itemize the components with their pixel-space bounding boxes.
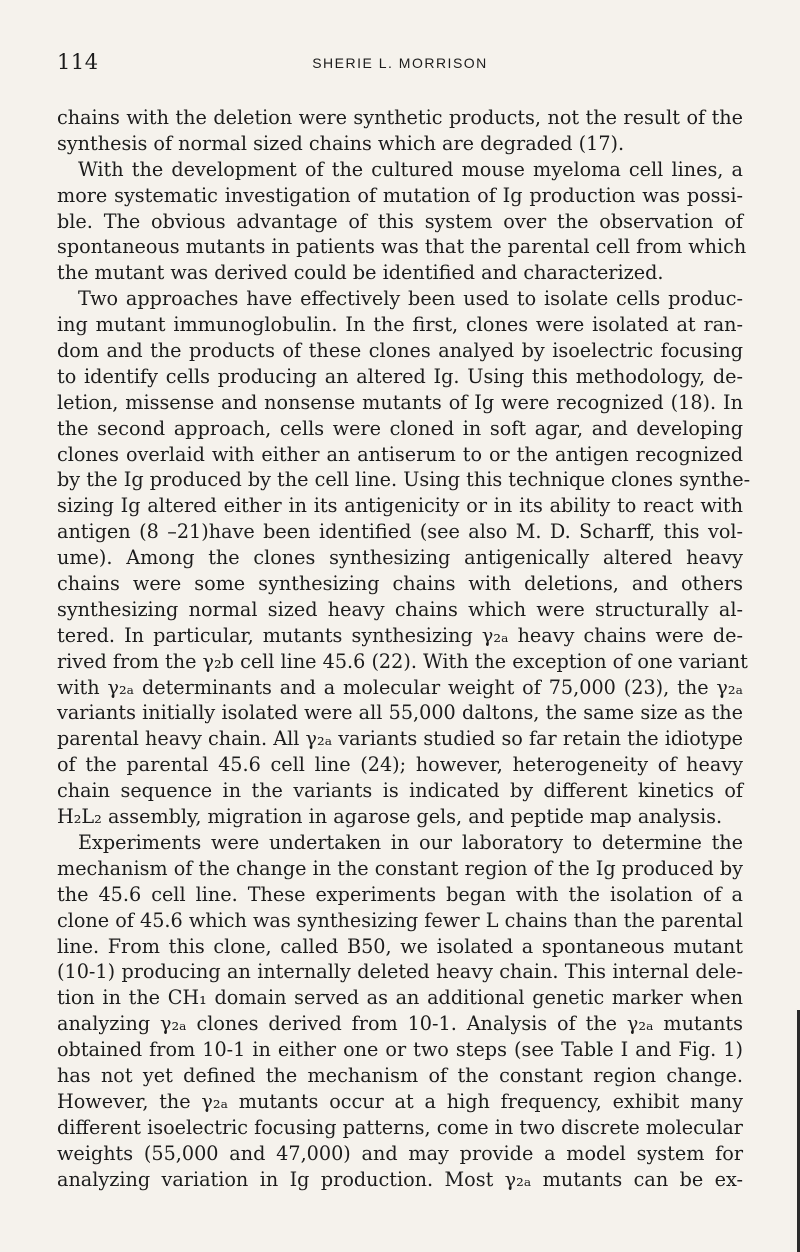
text-line: synthesis of normal sized chains which are degraded (17). <box>57 131 625 155</box>
text-line: the second approach, cells were cloned in soft agar, and developing <box>57 416 743 440</box>
text-line: sizing Ig altered either in its antigenicity or in its ability to react with <box>57 494 743 518</box>
text-line: the mutant was derived could be identified and characterized. <box>57 261 664 285</box>
text-line: clone of 45.6 which was synthesizing fewer L chains than the parental <box>57 908 743 932</box>
text-line: ume). Among the clones synthesizing antigenically altered heavy <box>57 546 743 570</box>
text-line: obtained from 10-1 in either one or two steps (see Table I and Fig. 1) <box>57 1038 743 1062</box>
text-line: (10-1) producing an internally deleted heavy chain. This internal dele- <box>57 960 743 984</box>
text-line: line. From this clone, called B50, we isolated a spontaneous mutant <box>57 934 743 958</box>
text-line: ing mutant immunoglobulin. In the first, clones were isolated at ran- <box>57 313 743 337</box>
body-text <box>57 105 751 1192</box>
text-line: weights (55,000 and 47,000) and may provide a model system for <box>57 1141 743 1165</box>
page-number: 114 <box>57 50 99 74</box>
text-line: With the development of the cultured mouse myeloma cell lines, a <box>78 157 743 181</box>
text-line: antigen (8 –21)have been identified (see also M. D. Scharff, this vol- <box>57 520 743 544</box>
text-line: different isoelectric focusing patterns, come in two discrete molecular <box>57 1115 743 1139</box>
text-line: letion, missense and nonsense mutants of Ig were recognized (18). In <box>57 390 743 414</box>
text-line: chain sequence in the variants is indicated by different kinetics of <box>57 779 743 803</box>
text-line: with γ₂ₐ determinants and a molecular weight of 75,000 (23), the γ₂ₐ <box>57 675 743 699</box>
text-line: the 45.6 cell line. These experiments began with the isolation of a <box>57 882 743 906</box>
text-line: synthesizing normal sized heavy chains which were structurally al- <box>57 597 743 621</box>
text-line: dom and the products of these clones analyed by isoelectric focusing <box>57 339 743 363</box>
text-line: tion in the CH₁ domain served as an additional genetic marker when <box>57 986 743 1010</box>
text-line: H₂L₂ assembly, migration in agarose gels, and peptide map analysis. <box>57 805 723 829</box>
text-line: parental heavy chain. All γ₂ₐ variants studied so far retain the idiotype <box>57 727 743 751</box>
text-line: ble. The obvious advantage of this system over the observation of <box>57 209 743 233</box>
text-line: analyzing γ₂ₐ clones derived from 10-1. Analysis of the γ₂ₐ mutants <box>57 1012 743 1036</box>
text-line: Two approaches have effectively been used to isolate cells produc- <box>78 287 743 311</box>
text-line: rived from the γ₂b cell line 45.6 (22). With the exception of one variant <box>57 649 748 673</box>
text-line: chains were some synthesizing chains with deletions, and others <box>57 572 743 596</box>
running-head: SHERIE L. MORRISON <box>312 55 488 71</box>
text-line: However, the γ₂ₐ mutants occur at a high frequency, exhibit many <box>57 1089 743 1113</box>
text-line: of the parental 45.6 cell line (24); however, heterogeneity of heavy <box>57 753 743 777</box>
text-line: variants initially isolated were all 55,000 daltons, the same size as the <box>57 701 743 725</box>
text-line: analyzing variation in Ig production. Most γ₂ₐ mutants can be ex- <box>57 1167 743 1191</box>
text-line: spontaneous mutants in patients was that the parental cell from which <box>57 235 747 259</box>
page-header <box>57 50 743 80</box>
text-line: has not yet defined the mechanism of the constant region change. <box>57 1063 743 1087</box>
text-line: tered. In particular, mutants synthesizing γ₂ₐ heavy chains were de- <box>57 623 743 647</box>
text-line: by the Ig produced by the cell line. Using this technique clones synthe- <box>57 468 751 492</box>
text-line: mechanism of the change in the constant region of the Ig produced by <box>57 856 744 880</box>
text-line: clones overlaid with either an antiserum to or the antigen recognized <box>57 442 743 466</box>
text-line: chains with the deletion were synthetic products, not the result of the <box>57 106 743 129</box>
text-line: Experiments were undertaken in our laboratory to determine the <box>78 830 743 854</box>
text-line: more systematic investigation of mutation of Ig production was possi- <box>57 183 743 207</box>
text-line: to identify cells producing an altered Ig. Using this methodology, de- <box>57 364 743 388</box>
